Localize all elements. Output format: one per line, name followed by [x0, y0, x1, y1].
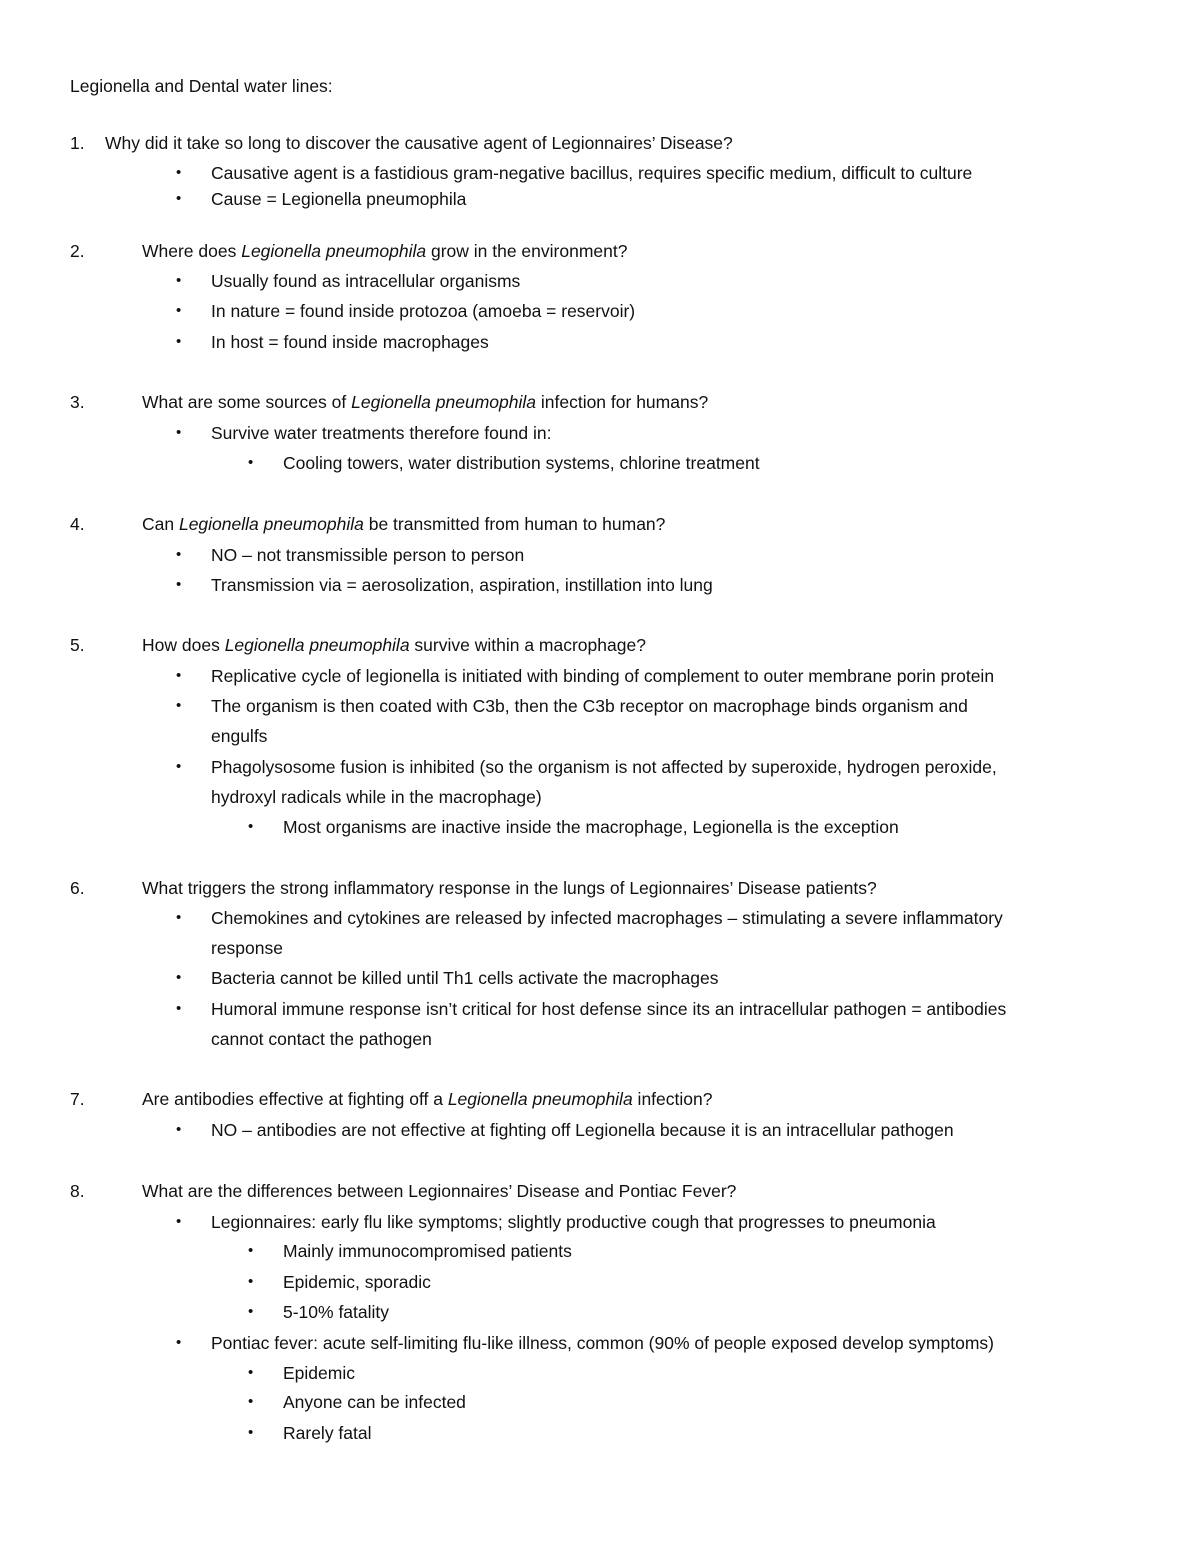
bullet-text: Humoral immune response isn’t critical for host defense since its an intracellular pathogen = antibodies — [211, 999, 1007, 1019]
bullet-icon: • — [176, 969, 182, 986]
bullet-text: Transmission via = aerosolization, aspiration, instillation into lung — [211, 575, 713, 595]
question-text-italic: Legionella pneumophila — [241, 241, 427, 261]
bullet-icon: • — [248, 1393, 254, 1410]
question-text — [105, 132, 733, 154]
bullet-icon: • — [176, 1213, 182, 1230]
bullet-icon: • — [176, 1000, 182, 1017]
question-text-part: Can — [142, 514, 179, 534]
bullet-icon: • — [248, 818, 254, 835]
question-text-part: survive within a macrophage? — [409, 635, 646, 655]
question-text-italic: Legionella pneumophila — [447, 1089, 633, 1109]
question-number: 2. — [70, 241, 85, 261]
question-text — [142, 1088, 712, 1110]
question-text-part: Where does — [142, 241, 242, 261]
bullet-icon: • — [176, 546, 182, 563]
bullet-text: Epidemic, sporadic — [283, 1272, 431, 1292]
bullet-icon: • — [176, 302, 182, 319]
question-number: 6. — [70, 878, 85, 898]
bullet-icon: • — [248, 1273, 254, 1290]
bullet-text: Bacteria cannot be killed until Th1 cells activate the macrophages — [211, 968, 719, 988]
bullet-icon: • — [248, 1424, 254, 1441]
bullet-text: NO – antibodies are not effective at fighting off Legionella because it is an intracellular pathogen — [211, 1120, 954, 1140]
question-text-part: How does — [142, 635, 225, 655]
bullet-icon: • — [176, 1334, 182, 1351]
bullet-icon: • — [176, 909, 182, 926]
question-number: 5. — [70, 635, 85, 655]
bullet-text: The organism is then coated with C3b, then the C3b receptor on macrophage binds organism and — [211, 696, 968, 716]
question-number: 4. — [70, 514, 85, 534]
question-text-part: Are antibodies effective at fighting off a — [142, 1089, 448, 1109]
bullet-text: Pontiac fever: acute self-limiting flu-like illness, common (90% of people exposed develop symptoms) — [211, 1333, 994, 1353]
bullet-text: 5-10% fatality — [283, 1302, 390, 1322]
question-text — [142, 877, 877, 899]
question-number: 7. — [70, 1089, 85, 1109]
bullet-text: Cooling towers, water distribution systems, chlorine treatment — [283, 453, 760, 473]
bullet-text: Phagolysosome fusion is inhibited (so the organism is not affected by superoxide, hydrogen peroxide, — [211, 757, 997, 777]
bullet-text-continuation: hydroxyl radicals while in the macrophage) — [211, 787, 542, 807]
bullet-icon: • — [248, 1242, 254, 1259]
question-number: 1. — [70, 133, 85, 153]
bullet-text-continuation: cannot contact the pathogen — [211, 1029, 432, 1049]
bullet-text: Legionnaires: early flu like symptoms; slightly productive cough that progresses to pneumonia — [211, 1212, 936, 1232]
bullet-icon: • — [176, 758, 182, 775]
bullet-text: Usually found as intracellular organisms — [211, 271, 521, 291]
bullet-text: Replicative cycle of legionella is initiated with binding of complement to outer membrane porin protein — [211, 666, 995, 686]
bullet-text: Anyone can be infected — [283, 1392, 466, 1412]
bullet-text: Mainly immunocompromised patients — [283, 1241, 572, 1261]
bullet-icon: • — [248, 1364, 254, 1381]
question-text-italic: Legionella pneumophila — [224, 635, 410, 655]
bullet-icon: • — [176, 164, 182, 181]
bullet-text: In host = found inside macrophages — [211, 332, 489, 352]
question-text-part: grow in the environment? — [426, 241, 628, 261]
question-text — [142, 240, 627, 262]
bullet-icon: • — [176, 190, 182, 207]
bullet-icon: • — [248, 1303, 254, 1320]
question-text-part: infection for humans? — [536, 392, 709, 412]
bullet-text: Cause = Legionella pneumophila — [211, 189, 467, 209]
question-text — [142, 634, 646, 656]
question-text — [142, 513, 665, 535]
question-text-part: infection? — [632, 1089, 713, 1109]
bullet-text-continuation: engulfs — [211, 726, 268, 746]
question-number: 8. — [70, 1181, 85, 1201]
bullet-text: NO – not transmissible person to person — [211, 545, 525, 565]
bullet-icon: • — [176, 697, 182, 714]
bullet-text-continuation: response — [211, 938, 283, 958]
question-text-part: be transmitted from human to human? — [363, 514, 666, 534]
bullet-text: Most organisms are inactive inside the macrophage, Legionella is the exception — [283, 817, 899, 837]
question-text-italic: Legionella pneumophila — [351, 392, 536, 412]
bullet-text: In nature = found inside protozoa (amoeba = reservoir) — [211, 301, 636, 321]
bullet-text: Chemokines and cytokines are released by infected macrophages – stimulating a severe inflammatory — [211, 908, 1003, 928]
bullet-icon: • — [176, 333, 182, 350]
question-text-part: What triggers the strong inflammatory response in the lungs of Legionnaires’ Disease patients? — [142, 878, 877, 898]
bullet-text: Causative agent is a fastidious gram-negative bacillus, requires specific medium, difficult to culture — [211, 163, 973, 183]
question-text — [142, 391, 708, 413]
bullet-text: Epidemic — [283, 1363, 355, 1383]
question-text — [142, 1180, 736, 1202]
bullet-icon: • — [176, 667, 182, 684]
bullet-text: Survive water treatments therefore found in: — [211, 423, 552, 443]
bullet-icon: • — [248, 454, 254, 471]
bullet-text: Rarely fatal — [283, 1423, 372, 1443]
question-text-part: Why did it take so long to discover the causative agent of Legionnaires’ Disease? — [105, 133, 733, 153]
question-text-part: What are some sources of — [142, 392, 352, 412]
document-title: Legionella and Dental water lines: — [70, 76, 333, 96]
question-number: 3. — [70, 392, 85, 412]
bullet-icon: • — [176, 1121, 182, 1138]
bullet-icon: • — [176, 576, 182, 593]
bullet-icon: • — [176, 424, 182, 441]
question-text-part: What are the differences between Legionnaires’ Disease and Pontiac Fever? — [142, 1181, 737, 1201]
question-text-italic: Legionella pneumophila — [178, 514, 364, 534]
bullet-icon: • — [176, 272, 182, 289]
